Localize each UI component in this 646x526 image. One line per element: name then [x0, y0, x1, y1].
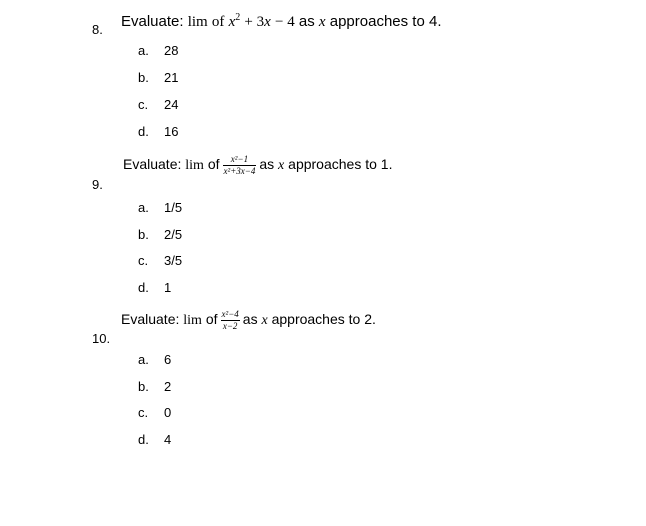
- option-letter: b.: [138, 227, 149, 242]
- question-8-expr-tail: − 4: [274, 14, 295, 30]
- question-8-expr-rest: + 3: [244, 14, 265, 30]
- option-value: 2: [164, 379, 172, 394]
- question-10-option-b: [138, 379, 171, 394]
- option-value: 2/5: [164, 227, 183, 242]
- question-8-var: x: [318, 14, 326, 30]
- option-value: 24: [164, 97, 179, 112]
- question-8-option-a: [138, 43, 178, 58]
- question-10-denominator: x−2: [221, 320, 240, 332]
- question-10-option-c: [138, 405, 171, 420]
- option-letter: c.: [138, 405, 149, 420]
- question-10-text: [121, 309, 376, 332]
- question-9-prefix: Evaluate:: [123, 156, 182, 173]
- question-9-suffix: approaches to 1.: [288, 156, 393, 173]
- question-8-expr-x: x: [228, 14, 236, 30]
- option-value: 28: [164, 43, 179, 58]
- question-9-text: [123, 154, 392, 177]
- question-10-var: x: [261, 313, 268, 329]
- option-letter: c.: [138, 253, 149, 268]
- question-9-lim: lim: [185, 158, 204, 174]
- question-9-var: x: [278, 158, 285, 174]
- option-letter: b.: [138, 379, 149, 394]
- question-8-text: [121, 12, 441, 31]
- question-8-as: as: [298, 13, 315, 30]
- option-value: 3/5: [164, 253, 183, 268]
- question-8-of: of: [211, 14, 225, 30]
- option-value: 4: [164, 432, 172, 447]
- option-value: 1: [164, 280, 172, 295]
- question-10-fraction: [221, 309, 240, 332]
- question-9-option-b: [138, 227, 182, 242]
- option-value: 6: [164, 352, 172, 367]
- question-8-option-b: [138, 70, 178, 85]
- option-value: 1/5: [164, 200, 183, 215]
- option-letter: d.: [138, 432, 149, 447]
- option-value: 16: [164, 124, 179, 139]
- question-8-prefix: Evaluate:: [121, 13, 184, 30]
- question-10-suffix: approaches to 2.: [271, 311, 376, 328]
- question-9-as: as: [259, 156, 275, 173]
- option-letter: a.: [138, 200, 149, 215]
- question-8-lim: lim: [187, 14, 208, 30]
- question-10-option-d: [138, 432, 171, 447]
- question-9-option-d: [138, 280, 171, 295]
- question-10-option-a: [138, 352, 171, 367]
- question-9-denominator: x²+3x−4: [223, 166, 256, 176]
- question-10-numerator: x²−4: [221, 309, 239, 319]
- question-8-number: 8.: [92, 22, 103, 37]
- question-9-option-c: [138, 253, 182, 268]
- option-value: 21: [164, 70, 179, 85]
- question-10-number: 10.: [92, 331, 111, 346]
- question-8-option-c: [138, 97, 178, 112]
- option-letter: a.: [138, 352, 149, 367]
- question-8-option-d: [138, 124, 178, 139]
- option-letter: d.: [138, 280, 149, 295]
- question-10-as: as: [242, 311, 258, 328]
- option-letter: a.: [138, 43, 149, 58]
- question-10-prefix: Evaluate:: [121, 311, 180, 328]
- question-8-expr-sup: 2: [235, 12, 241, 23]
- question-8-suffix: approaches to 4.: [329, 13, 442, 30]
- option-letter: b.: [138, 70, 149, 85]
- question-8-expr-x2: x: [264, 14, 271, 30]
- question-10-of: of: [205, 311, 218, 328]
- question-9-fraction: [223, 154, 257, 177]
- option-value: 0: [164, 405, 172, 420]
- question-9-numerator: x²−1: [230, 154, 249, 164]
- question-9-option-a: [138, 200, 182, 215]
- option-letter: c.: [138, 97, 149, 112]
- question-9-number: 9.: [92, 177, 103, 192]
- question-9-of: of: [207, 156, 220, 173]
- option-letter: d.: [138, 124, 149, 139]
- question-10-lim: lim: [183, 313, 202, 329]
